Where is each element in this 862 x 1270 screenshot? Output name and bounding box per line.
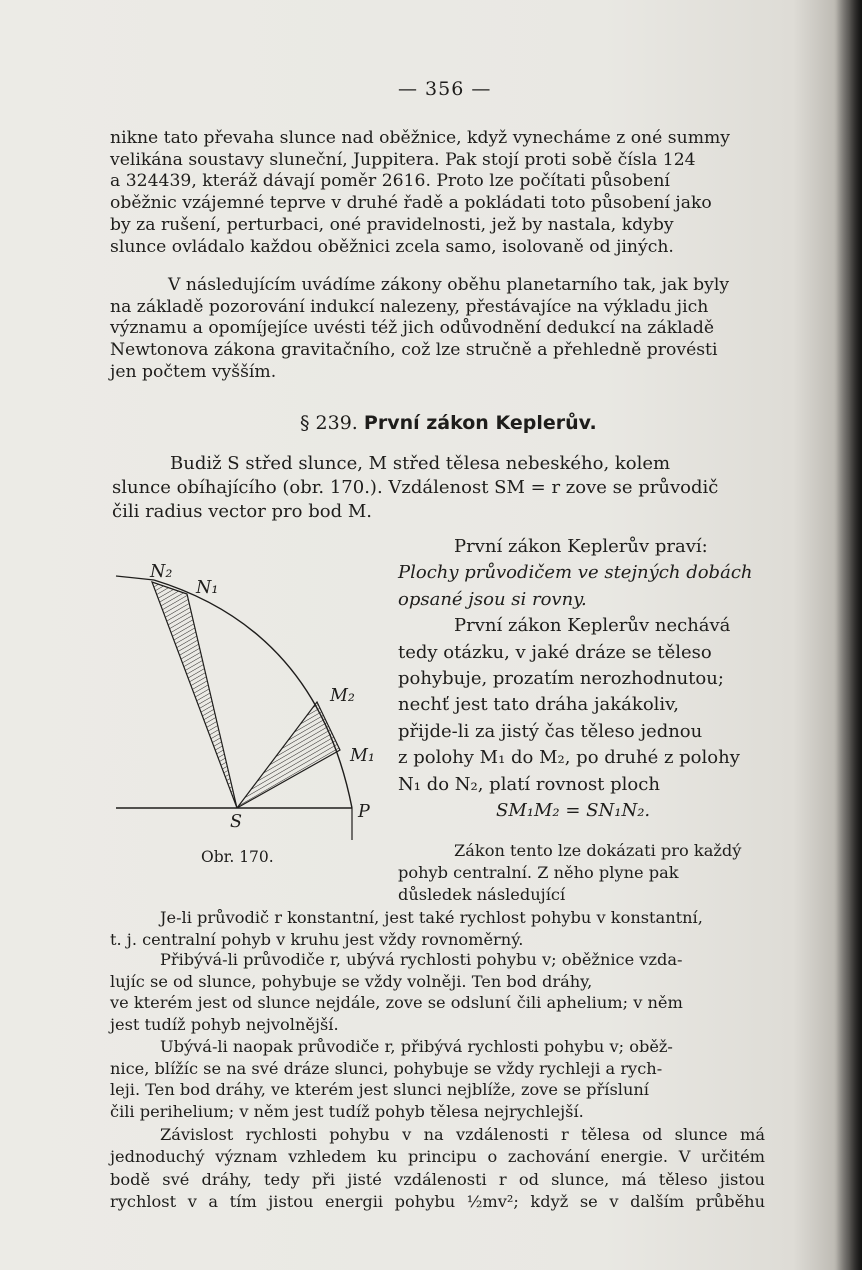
text-line: Přibývá-li průvodiče r, ubývá rychlosti pohybu v; oběžnice vzda-	[160, 950, 683, 969]
text-line: nechť jest tato dráha jakákoliv,	[398, 694, 679, 716]
text-line: slunce ovládalo každou oběžnici zcela samo, isolovaně od jiných.	[110, 236, 674, 257]
text-line: velikána soustavy sluneční, Juppitera. Pak stojí proti sobě čísla 124	[110, 149, 696, 170]
text-line: z polohy M₁ do M₂, po druhé z polohy	[398, 747, 740, 769]
right-column-text-2	[398, 840, 768, 906]
text-line: leji. Ten bod dráhy, ve kterém jest slunci nejblíže, zove se přísluní	[110, 1080, 649, 1100]
paragraph-7	[110, 1124, 765, 1214]
section-title: První zákon Keplerův.	[363, 412, 597, 434]
text-line: V následujícím uvádíme zákony oběhu planetarního tak, jak byly	[168, 275, 730, 295]
text-line: rychlost v a tím jistou energii pohybu ½mv²; když se v dalším průběhu	[110, 1192, 765, 1212]
text-line: opsané jsou si rovny.	[398, 588, 587, 610]
text-line: přijde-li za jistý čas těleso jednou	[398, 720, 703, 742]
label-m2: M₂	[330, 686, 355, 706]
text-line: čili radius vector pro bod M.	[112, 501, 372, 522]
equation: SM₁M₂ = SN₁N₂.	[496, 800, 651, 822]
paragraph-1	[110, 128, 780, 258]
label-m1: M₁	[350, 746, 375, 766]
text-line: bodě své dráhy, tedy při jisté vzdálenosti r od slunce, má těleso jistou	[110, 1169, 765, 1189]
label-s: S	[230, 812, 242, 832]
text-line: pohybuje, prozatím nerozhodnutou;	[398, 668, 724, 690]
text-line: jednoduchý význam vzhledem ku principu o zachování energie. V určitém	[110, 1147, 765, 1167]
text-line: N₁ do N₂, platí rovnost ploch	[398, 773, 660, 795]
text-line: slunce obíhajícího (obr. 170.). Vzdálenost SM = r zove se průvodič	[112, 477, 719, 498]
text-line: Je-li průvodič r konstantní, jest také rychlost pohybu v konstantní,	[160, 908, 703, 927]
text-line: na základě pozorování indukcí nalezeny, přestávajíce na výkladu jich	[110, 296, 709, 317]
text-line: tedy otázku, v jaké dráze se těleso	[398, 641, 712, 663]
text-line: nikne tato převaha slunce nad oběžnice, když vynecháme z oné summy	[110, 128, 731, 148]
text-line: t. j. centralní pohyb v kruhu jest vždy rovnoměrný.	[110, 930, 524, 949]
page-number: — 356 —	[398, 78, 492, 100]
text-line: čili perihelium; v něm jest tudíž pohyb tělesa nejrychlejší.	[110, 1101, 584, 1121]
section-number: § 239.	[300, 412, 358, 434]
paragraph-5	[110, 949, 765, 1035]
sector-n1-n2	[152, 582, 237, 808]
figure-caption: Obr. 170.	[201, 848, 274, 866]
paragraph-2	[110, 275, 775, 384]
text-line: významu a opomíjejíce uvésti též jich odůvodnění dedukcí na základě	[110, 318, 715, 339]
paragraph-6	[110, 1036, 765, 1122]
figure-170	[112, 560, 402, 850]
text-line: nice, blížíc se na své dráze slunci, pohybuje se vždy rychleji a rych-	[110, 1058, 663, 1078]
page-edge-shadow	[834, 0, 862, 1270]
paragraph-3	[112, 452, 767, 524]
text-line: jest tudíž pohyb nejvolnější.	[110, 1014, 339, 1034]
section-heading	[300, 412, 597, 434]
text-line: lujíc se od slunce, pohybuje se vždy volněji. Ten bod dráhy,	[110, 971, 593, 991]
text-line: Newtonova zákona gravitačního, což lze stručně a přehledně provésti	[110, 340, 718, 361]
text-line: Zákon tento lze dokázati pro každý	[454, 841, 742, 860]
text-line: a 324439, kteráž dávají poměr 2616. Proto lze počítati působení	[110, 171, 670, 192]
orbit-tangent-line	[116, 576, 154, 580]
text-line: by za rušení, perturbaci, oné pravidelnosti, jež by nastala, kdyby	[110, 214, 674, 235]
text-line: pohyb centralní. Z něho plyne pak	[398, 863, 679, 882]
text-line: oběžnic vzájemné teprve v druhé řadě a pokládati toto působení jako	[110, 193, 712, 214]
text-line: První zákon Keplerův praví:	[454, 536, 708, 557]
paragraph-4	[110, 907, 765, 951]
text-line: jen počtem vyšším.	[110, 361, 277, 382]
text-line: ve kterém jest od slunce nejdále, zove se odslunί čili aphelium; v něm	[110, 993, 683, 1013]
label-n2: N₂	[150, 562, 173, 582]
text-line: Ubývá-li naopak průvodiče r, přibývá rychlosti pohybu v; oběž-	[160, 1037, 673, 1056]
text-line: Budiž S střed slunce, M střed tělesa nebeského, kolem	[170, 453, 671, 474]
right-column-text	[398, 534, 768, 824]
text-line: První zákon Keplerův nechává	[454, 615, 731, 637]
text-line: Plochy průvodičem ve stejných dobách	[398, 562, 753, 584]
text-line: důsledek následující	[398, 885, 566, 904]
text-line: Závislost rychlosti pohybu v na vzdálenosti r tělesa od slunce má	[160, 1125, 765, 1144]
label-p: P	[358, 802, 370, 822]
sector-m1-m2	[237, 702, 340, 808]
label-n1: N₁	[196, 578, 219, 598]
